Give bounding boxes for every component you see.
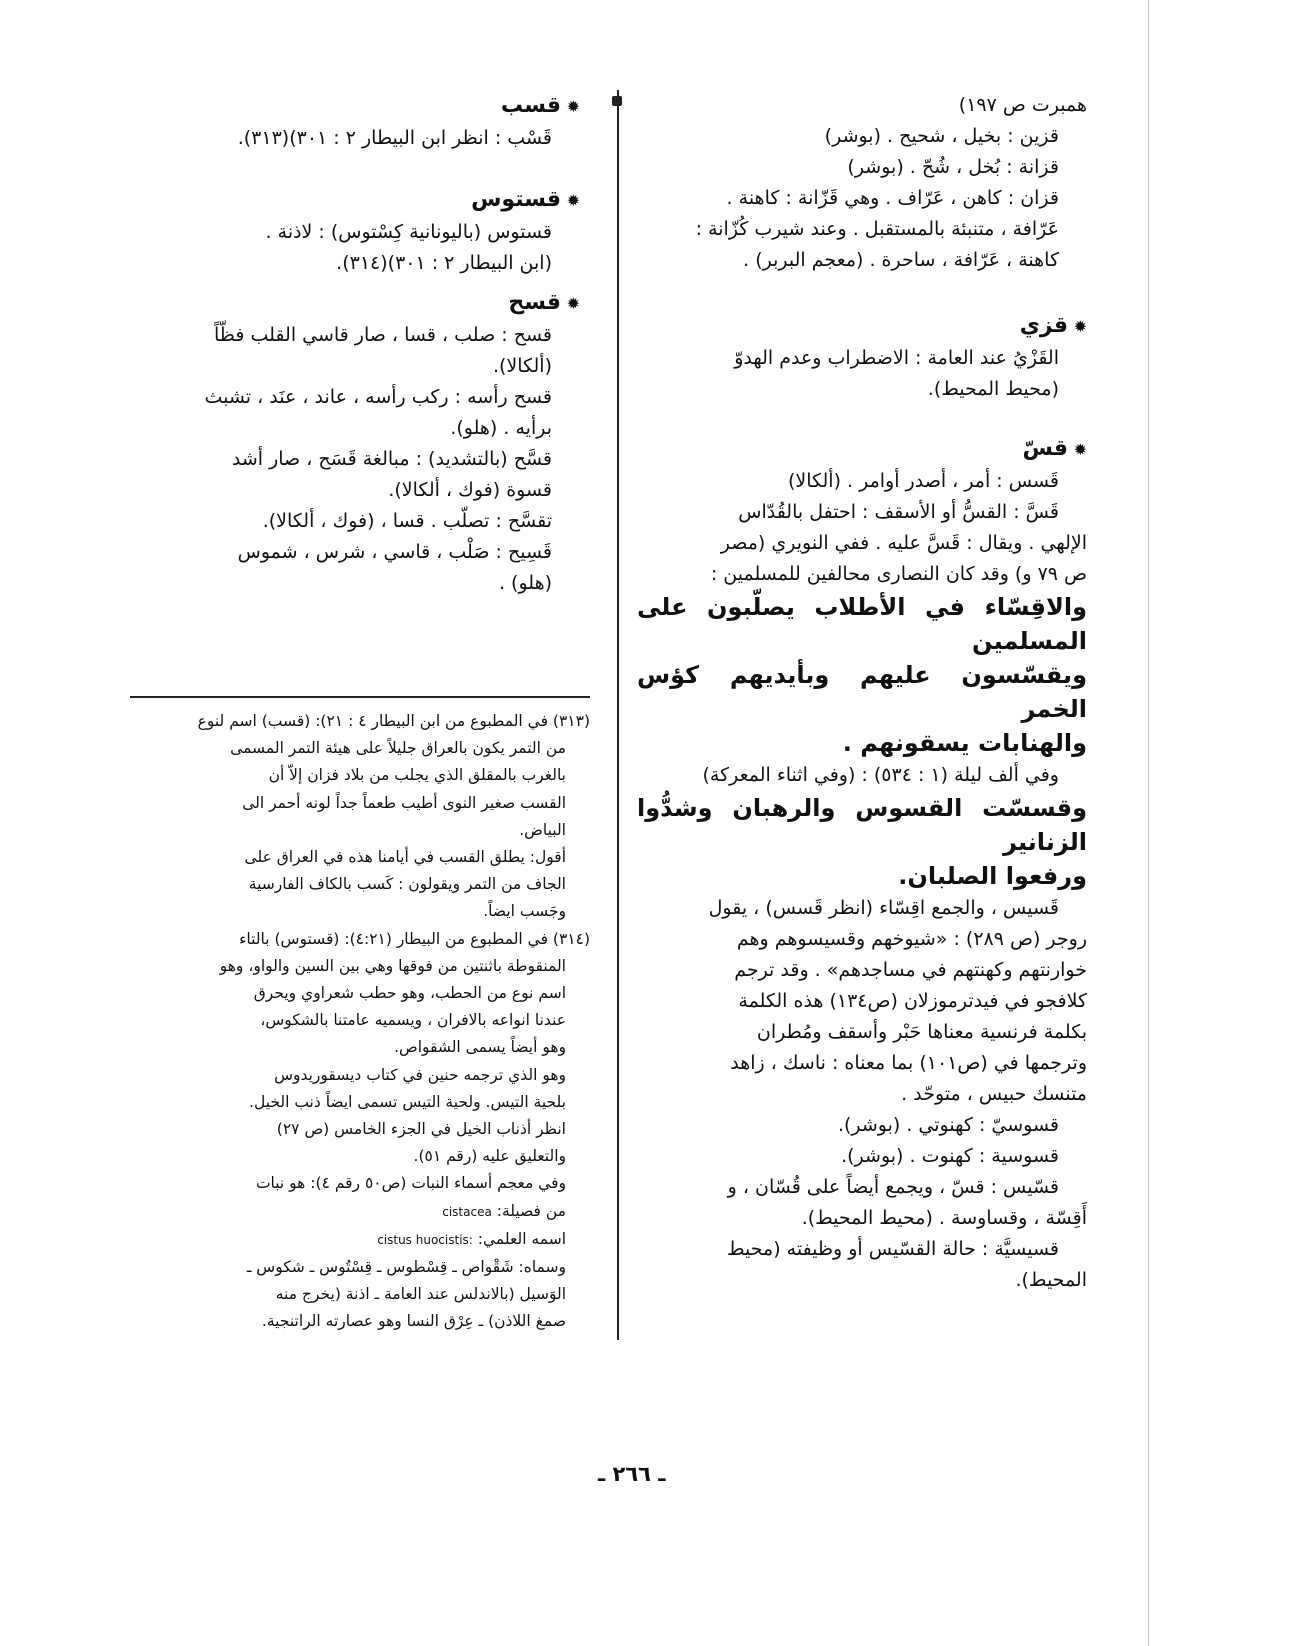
text-line: قستوس (باليونانية كِسْتوس) : لاذنة .: [265, 221, 552, 243]
quote-line: والهنابات يسقونهم .: [842, 729, 1087, 757]
text-line: قسّيس : قسّ ، ويجمع أيضاً على قُسّان ، و: [727, 1176, 1059, 1198]
text-line: قزين : بخيل ، شحيح . (بوشر): [824, 125, 1059, 147]
footnote-rule: [130, 696, 590, 698]
footnote-line: المنقوطة باثنتين من فوقها وهي بين السين والواو، وهو: [219, 956, 566, 975]
page-number: ـ ٢٦٦ ـ: [598, 1462, 666, 1486]
footnote-line: وهو أيضاً يسمى الشقواص.: [394, 1038, 566, 1057]
text-line: المحيط).: [1015, 1269, 1087, 1291]
text-line: قسح رأسه : ركب رأسه ، عاند ، عنَد ، تشبث: [204, 386, 552, 408]
footnote-line: وفي معجم أسماء النبات (ص٥٠ رقم ٤): هو نبات: [255, 1174, 566, 1193]
text-line: بكلمة فرنسية معناها حَبْر وأسقف ومُطران: [756, 1021, 1087, 1043]
left-column: [130, 90, 580, 599]
text-line: وترجمها في (ص١٠١) بما معناه : ناسك ، زاهد: [730, 1052, 1087, 1074]
footnote-line: (٣١٤) في المطبوع من البيطار (٤:٢١): (قستوس) بالتاء: [239, 929, 590, 948]
text-line: قزانة : بُخل ، شُحّ . (بوشر): [847, 156, 1059, 178]
footnote-line: صمغ اللاذن) ـ عِرْق النسا وهو عصارته الراتنجية.: [261, 1312, 566, 1331]
text-line: همبرت ص ١٩٧): [958, 94, 1087, 116]
footnote-line: القسب صغير النوى أطيب طعماً جداً لونه أحمر الى: [242, 793, 566, 812]
page-edge-line: [1148, 0, 1149, 1646]
text-line: قسح : صلب ، قسا ، صار قاسي القلب فظّاً: [213, 324, 552, 346]
footnote-line: [130, 1198, 590, 1226]
text-line: قَسيس ، والجمع اقِسّاء (انظر قَسس) ، يقول: [708, 897, 1059, 919]
text-line: قَسْب : انظر ابن البيطار ٢ : ٣٠١)(٣١٣).: [237, 127, 552, 149]
entry-heading: ✹ قستوس: [130, 184, 580, 217]
footnote-line: وهو الذي ترجمه حنين في كتاب ديسقوريدوس: [274, 1065, 566, 1084]
footnote-line: البياض.: [519, 820, 566, 839]
quote-line: ورفعوا الصلبان.: [898, 862, 1087, 890]
text-line: (ابن البيطار ٢ : ٣٠١)(٣١٤).: [336, 252, 552, 274]
entry-heading: ✹ قسب: [130, 90, 580, 123]
quote-line: وقسسّت القسوس والرهبان وشدُّوا الزنانير: [637, 794, 1087, 856]
scientific-latin: cistus huocistis:: [377, 1232, 473, 1247]
footnote-line: وجَسب ايضاً.: [483, 902, 566, 921]
footnote-line: الجاف من التمر ويقولون : كَسب بالكاف الفارسية: [248, 875, 566, 894]
text-line: عَرّافة ، متنبئة بالمستقبل . وعند شيرب كُزّانة :: [695, 218, 1059, 240]
text-line: قَسِيح : صَلْب ، قاسي ، شرس ، شموس: [237, 541, 552, 563]
text-line: القَزْيُ عند العامة : الاضطراب وعدم الهدوّ: [734, 347, 1059, 369]
text-line: قسوسية : كهنوت . (بوشر).: [841, 1145, 1059, 1167]
text-line: ص ٧٩ و) وقد كان النصارى محالفين للمسلمين :: [710, 563, 1087, 585]
text-line: أَقِسّة ، وقساوسة . (محيط المحيط).: [801, 1207, 1087, 1229]
footnote-line: أقول: يطلق القسب في أيامنا هذه في العراق على: [244, 848, 566, 867]
text-line: كلافجو في فيدترموزلان (ص١٣٤) هذه الكلمة: [738, 990, 1087, 1012]
family-label: من فصيلة:: [496, 1201, 566, 1220]
footnote-line: عندنا انواعه بالافران ، ويسميه عامتنا بالشكوس،: [260, 1011, 566, 1030]
footnote-line: انظر أذناب الخيل في الجزء الخامس (ص ٢٧): [276, 1120, 566, 1139]
scientific-label: اسمه العلمي:: [477, 1229, 566, 1248]
text-line: (هلو) .: [498, 572, 552, 594]
footnote-line: بالغرب بالمقلق الذي يجلب من بلاد فزان إلاّ أن: [268, 766, 566, 785]
text-line: متنسك حبيس ، متوحّد .: [901, 1083, 1087, 1105]
right-column: [637, 90, 1087, 1296]
text-line: الإلهي . ويقال : قَسَّ عليه . ففي النويري (مصر: [720, 532, 1087, 554]
text-line: برأيه . (هلو).: [450, 417, 552, 439]
footnote-line: الوَسيل (بالاندلس عند العامة ـ اذنة (يخرج منه: [275, 1285, 566, 1304]
text-line: وفي ألف ليلة (١ : ٥٣٤) : (وفي اثناء المعركة): [702, 764, 1059, 786]
text-line: روجر (ص ٢٨٩) : «شيوخهم وقسيسوهم وهم: [736, 928, 1087, 950]
text-line: قزان : كاهن ، عَرّاف . وهي قَزّانة : كاهنة .: [726, 187, 1059, 209]
text-line: خوارنتهم وكهنتهم في مساجدهم» . وقد ترجم: [734, 959, 1087, 981]
text-line: (محيط المحيط).: [927, 378, 1059, 400]
text-line: تقسَّح : تصلّب . قسا ، (فوك ، ألكالا).: [262, 510, 552, 532]
footnote-line: وسماه: شَقْواص ـ قِسْطوس ـ قِسْتُوس ـ شكوس ـ: [246, 1258, 566, 1277]
footnote-line: من التمر يكون بالعراق جليلاً على هيئة التمر المسمى: [230, 739, 566, 758]
continued-entry: [637, 90, 1087, 276]
text-line: كاهنة ، عَرّافة ، ساحرة . (معجم البربر) .: [743, 249, 1059, 271]
text-line: قسيسيَّة : حالة القسّيس أو وظيفته (محيط: [726, 1238, 1059, 1260]
text-line: قسوسيّ : كهنوتي . (بوشر).: [837, 1114, 1059, 1136]
entry-heading: ✹ قسح: [130, 287, 580, 320]
divider-mark: [612, 96, 622, 106]
footnote-line: والتعليق عليه (رقم ٥١).: [413, 1147, 566, 1166]
footnote-line: بلحية التيس. ولحية التيس تسمى ايضاً ذنب الخيل.: [249, 1092, 566, 1111]
quote-line: والاقِسّاء في الأطلاب يصلّبون على المسلمين: [637, 593, 1087, 655]
text-line: قَسَّ : القسُّ أو الأسقف : احتفل بالقُدّاس: [738, 501, 1059, 523]
footnote-line: [130, 1226, 590, 1254]
footnote-line: (٣١٣) في المطبوع من ابن البيطار ٤ : ٢١): (قسب) اسم لنوع: [197, 712, 590, 730]
text-line: قسَّح (بالتشديد) : مبالغة قَسَح ، صار أشد: [231, 448, 552, 470]
quote-line: ويقسّسون عليهم وبأيديهم كؤس الخمر: [637, 661, 1087, 723]
column-divider: [617, 90, 619, 1340]
footnotes: [130, 708, 590, 1336]
entry-heading: ✹ قسّ: [637, 433, 1087, 466]
footnote-line: اسم نوع من الحطب، وهو حطب شعراوي ويحرق: [253, 984, 566, 1003]
text-line: (ألكالا).: [492, 355, 552, 377]
text-line: قسوة (فوك ، ألكالا).: [388, 479, 552, 501]
entry-heading: ✹ قزي: [637, 310, 1087, 343]
family-latin: cistacea: [442, 1204, 492, 1219]
text-line: قَسس : أمر ، أصدر أوامر . (ألكالا): [787, 470, 1059, 492]
